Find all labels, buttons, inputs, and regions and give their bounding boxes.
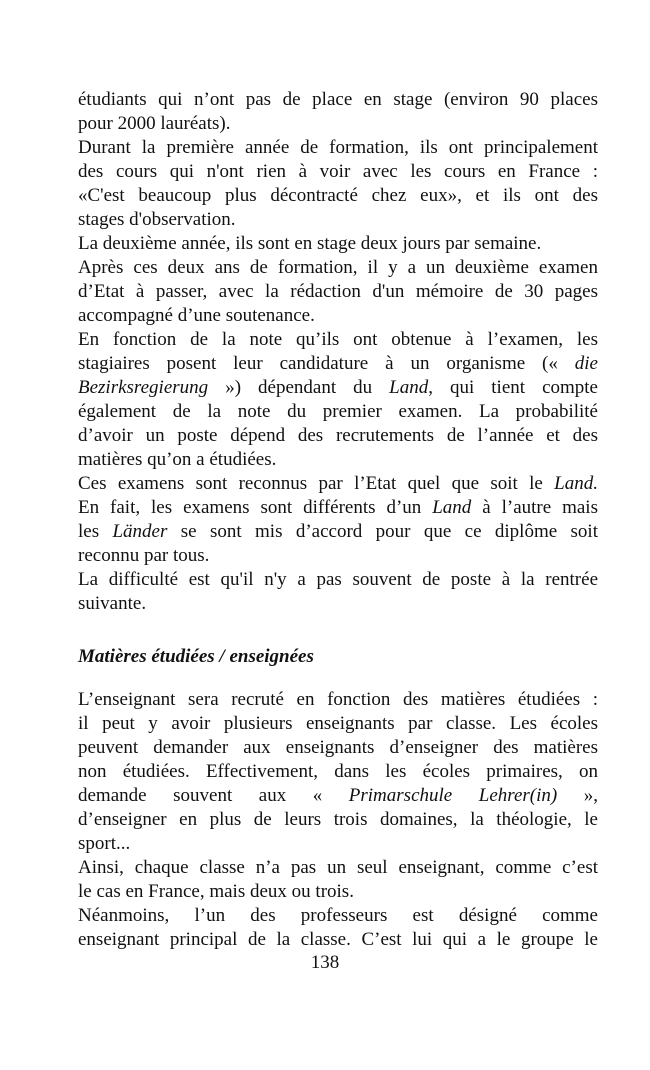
text-span: peuvent demander aux enseignants d’enseigner des matières — [78, 737, 598, 758]
text-line — [78, 856, 598, 880]
text-line — [78, 448, 598, 472]
text-line — [78, 424, 598, 448]
text-line — [78, 808, 598, 832]
text-line — [78, 256, 598, 280]
text-line — [78, 376, 598, 400]
text-line — [78, 688, 598, 712]
text-line — [78, 352, 598, 376]
text-span: Néanmoins, l’un des professeurs est désigné comme — [78, 905, 598, 926]
text-span: sport... — [78, 833, 131, 854]
text-span: le cas en France, mais deux ou trois. — [78, 881, 354, 902]
text-span: », — [557, 785, 598, 806]
text-line — [78, 928, 598, 952]
text-span: En fait, les examens sont différents d’un — [78, 497, 433, 518]
text-span: «C'est beaucoup plus décontracté chez eux», et ils ont des — [78, 185, 598, 206]
text-span: enseignant principal de la classe. C’est lui qui a le groupe le — [78, 929, 598, 950]
text-line — [78, 520, 598, 544]
text-line — [78, 328, 598, 352]
text-span: accompagné d’une soutenance. — [78, 305, 315, 326]
text-span: d’avoir un poste dépend des recrutements de l’année et des — [78, 425, 598, 446]
text-span: pour 2000 lauréats). — [78, 113, 231, 134]
page-number: 138 — [310, 952, 340, 973]
text-span: d’Etat à passer, avec la rédaction d'un mémoire de 30 pages — [78, 281, 598, 302]
text-line — [78, 760, 598, 784]
text-line — [78, 592, 598, 616]
text-line — [78, 184, 598, 208]
text-line — [78, 712, 598, 736]
text-span: demande souvent aux « — [78, 785, 349, 806]
text-line — [78, 880, 598, 904]
italic-text: die — [574, 353, 598, 374]
italic-text: Primarschule Lehrer(in) — [348, 785, 558, 806]
text-span: non étudiées. Effectivement, dans les écoles primaires, on — [78, 761, 598, 782]
text-span: reconnu par tous. — [78, 545, 210, 566]
italic-text: Bezirksregierung — [78, 377, 209, 398]
text-span: suivante. — [78, 593, 147, 614]
text-span: stages d'observation. — [78, 209, 236, 230]
text-span: L’enseignant sera recruté en fonction des matières étudiées : — [78, 689, 598, 710]
text-line — [78, 736, 598, 760]
text-line — [78, 568, 598, 592]
text-line — [78, 304, 598, 328]
text-line — [78, 160, 598, 184]
text-span: Durant la première année de formation, ils ont principalement — [78, 137, 598, 158]
text-span: La difficulté est qu'il n'y a pas souvent de poste à la rentrée — [78, 569, 598, 590]
text-span: , qui tient compte — [428, 377, 598, 398]
italic-text: Land — [389, 377, 429, 398]
text-span: La deuxième année, ils sont en stage deux jours par semaine. — [78, 233, 542, 254]
text-line — [78, 232, 598, 256]
text-line — [78, 88, 598, 112]
text-line — [78, 112, 598, 136]
text-line — [78, 400, 598, 424]
text-span: Ces examens sont reconnus par l’Etat quel que soit le — [78, 473, 555, 494]
text-line — [78, 472, 598, 496]
text-span: Après ces deux ans de formation, il y a un deuxième examen — [78, 257, 598, 278]
text-span: matières qu’on a étudiées. — [78, 449, 277, 470]
text-line — [78, 832, 598, 856]
text-span: ») dépendant du — [208, 377, 390, 398]
text-span: En fonction de la note qu’ils ont obtenue à l’examen, les — [78, 329, 598, 350]
section-heading: Matières étudiées / enseignées — [78, 646, 314, 667]
text-span: étudiants qui n’ont pas de place en stage (environ 90 places — [78, 89, 598, 110]
text-line — [78, 208, 598, 232]
text-span: il peut y avoir plusieurs enseignants par classe. Les écoles — [78, 713, 598, 734]
text-span: se sont mis d’accord pour que ce diplôme soit — [167, 521, 598, 542]
text-span: des cours qui n'ont rien à voir avec les cours en France : — [78, 161, 598, 182]
text-line — [78, 784, 598, 808]
text-line — [78, 280, 598, 304]
italic-text: Land. — [554, 473, 598, 494]
text-span: à l’autre mais — [471, 497, 598, 518]
text-span: d’enseigner en plus de leurs trois domaines, la théologie, le — [78, 809, 598, 830]
text-span: également de la note du premier examen. La probabilité — [78, 401, 598, 422]
italic-text: Länder — [112, 521, 168, 542]
text-span: les — [78, 521, 113, 542]
text-span: Ainsi, chaque classe n’a pas un seul enseignant, comme c’est — [78, 857, 598, 878]
text-line — [78, 904, 598, 928]
text-line — [78, 544, 598, 568]
text-line — [78, 496, 598, 520]
text-line — [78, 136, 598, 160]
italic-text: Land — [432, 497, 472, 518]
text-span: stagiaires posent leur candidature à un organisme (« — [78, 353, 575, 374]
